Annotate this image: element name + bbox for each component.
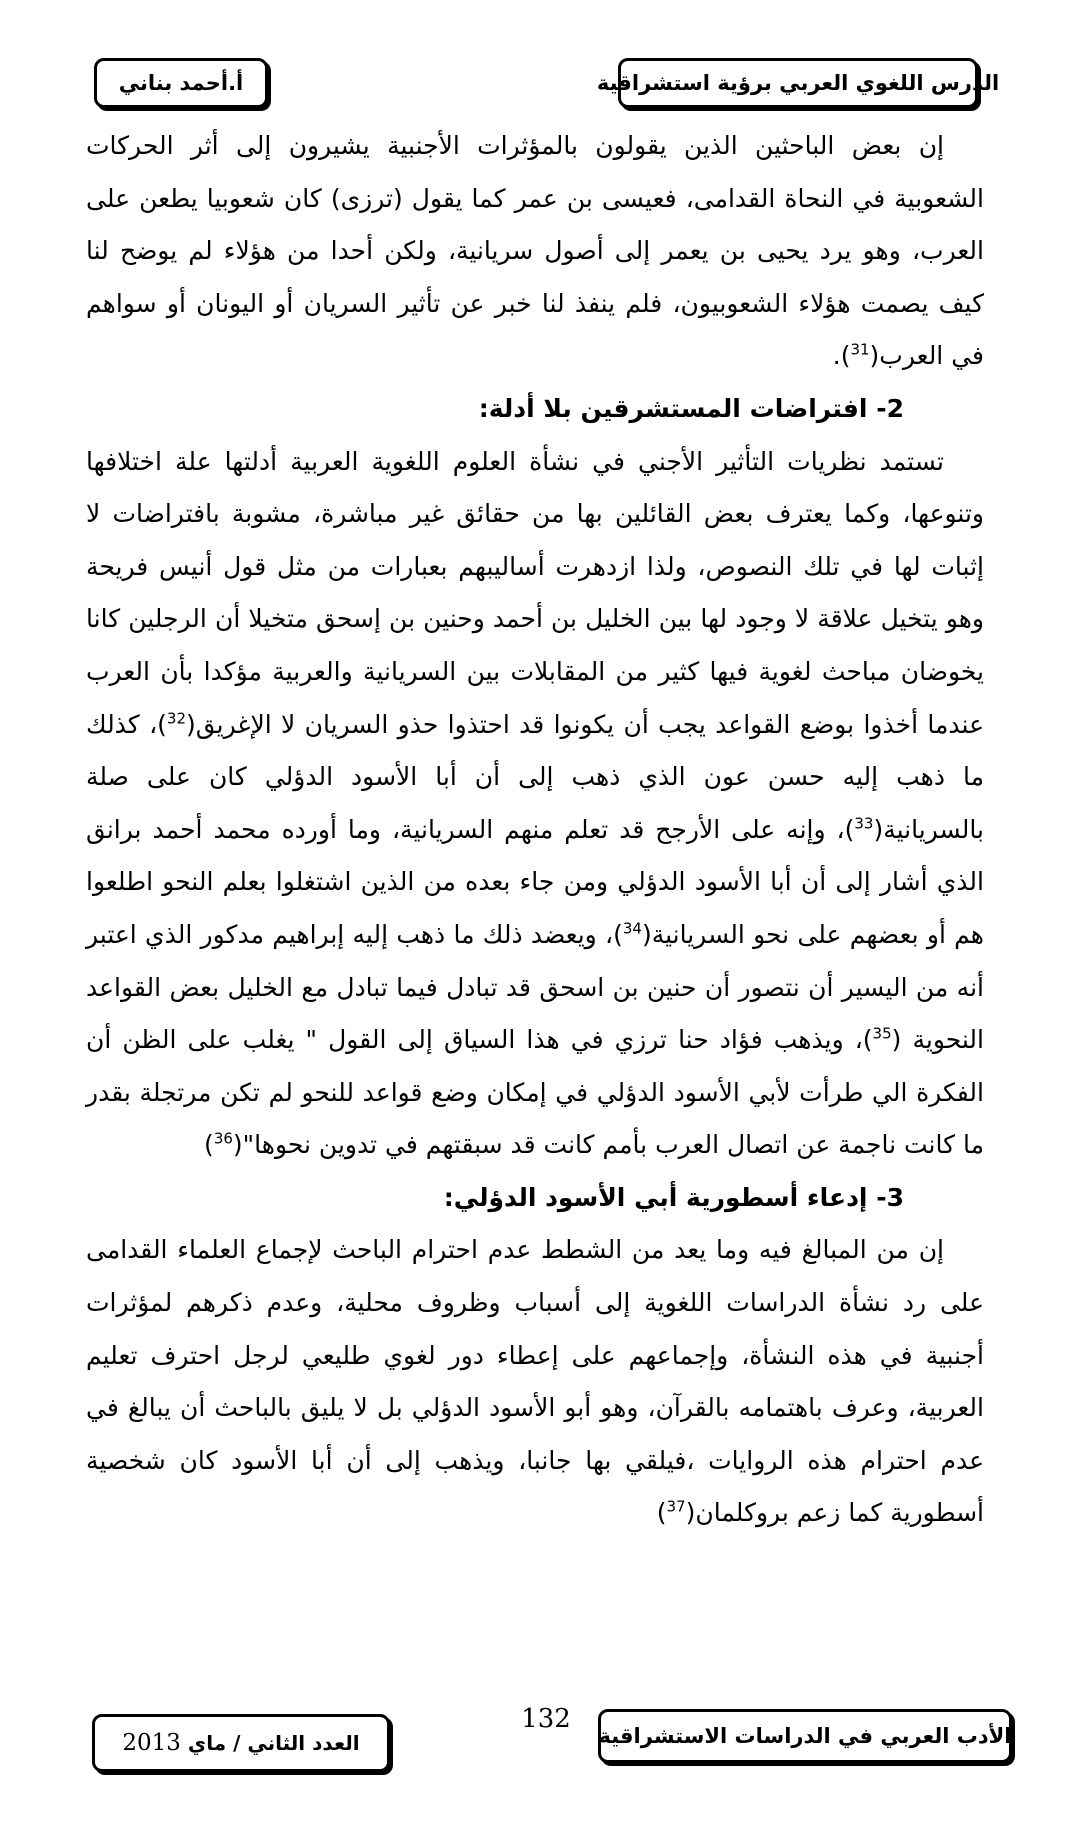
footnote-ref-37: 37	[666, 1498, 686, 1517]
paragraph-2-text-a: تستمد نظريات التأثير الأجني في نشأة العلوم اللغوية العربية أدلتها علة اختلافها وتنوعها، وكما يعترف بعض القائلين بها من حقائق غير مباشرة، مشوبة بافتراضات لا إثبات لها في تلك النصوص، ولذا ازدهرت أساليبهم بعبارات من مثل قول أنيس فريحة وهو يتخيل علاقة لا وجود لها بين الخليل بن أحمد وحنين بن إسحق متخيلا أن الرجلين كانا يخوضان مباحث لغوية فيها كثير من المقابلات بين السريانية والعربية مؤكدا بأن العرب عندما أخذوا بوضع القواعد يجب أن يكونوا قد احتذوا حذو السريان لا الإغريق(	[86, 446, 985, 739]
paragraph-2-text-e: )، ويذهب فؤاد حنا ترزي في هذا السياق إلى القول " يغلب على الظن أن الفكرة الي طرأت لأبي الأسود الدؤلي في إمكان وضع قواعد للنحو لم تكن مرتجلة بقدر ما كانت ناجمة عن اتصال العرب بأمم كانت قد سبقتهم في تدوين نحوها"(	[86, 1025, 984, 1160]
footnote-ref-31: 31	[850, 341, 870, 360]
paragraph-3-text: إن من المبالغ فيه وما يعد من الشطط عدم احترام الباحث لإجماع العلماء القدامى على رد نشأة الدراسات اللغوية إلى أسباب وظروف محلية، وعدم ذكرهم لمؤثرات أجنبية في هذه النشأة، وإجماعهم على إعطاء دور لغوي طليعي لرجل احترف تعليم العربية، وعرف باهتمامه بالقرآن، وهو أبو الأسود الدؤلي بل لا يليق بالباحث أن يبالغ في عدم احترام هذه الروايات ،فيلقي بها جانبا، ويذهب إلى أن أبا الأسود كان شخصية أسطورية كما زعم بروكلمان(	[86, 1235, 984, 1528]
header-title: الدرس اللغوي العربي برؤية استشراقية	[596, 71, 1000, 95]
paragraph-2-end: )	[204, 1130, 214, 1160]
paragraph-1-text: إن بعض الباحثين الذين يقولون بالمؤثرات الأجنبية يشيرون إلى أثر الحركات الشعوبية في النحاة القدامى، فعيسى بن عمر كما يقول (ترزى) كان شعوبيا يطعن على العرب، وهو يرد يحيى بن يعمر إلى أصول سريانية، ولكن أحدا من هؤلاء لم يوضح لنا كيف يصمت هؤلاء الشعوبيون، فلم ينفذ لنا خبر عن تأثير السريان أو اليونان أو سواهم في العرب(	[86, 131, 984, 371]
section-heading-3: 3- إدعاء أسطورية أبي الأسود الدؤلي:	[443, 1182, 904, 1212]
paragraph-2	[86, 436, 984, 1172]
footnote-ref-34: 34	[622, 919, 642, 938]
footer-journal-box	[598, 1709, 1012, 1763]
footnote-ref-35: 35	[872, 1024, 892, 1043]
body-text	[86, 120, 984, 1540]
footnote-ref-36: 36	[213, 1129, 233, 1148]
paragraph-1	[86, 120, 984, 383]
paragraph-2-text-c: )، وإنه على الأرجح قد تعلم منهم السريانية، وما أورده محمد أحمد برانق الذي أشار إلى أن أبا الأسود الدؤلي ومن جاء بعده من الذين اشتغلوا بعلم النحو اطلعوا هم أو بعضهم على نحو السريانية(	[86, 814, 984, 949]
header-title-box	[596, 58, 1000, 108]
paragraph-1-end: ).	[832, 341, 851, 371]
paragraph-3-end: )	[656, 1498, 667, 1528]
header-author-box	[94, 58, 268, 108]
paragraph-3	[86, 1224, 984, 1540]
footer-journal: الأدب العربي في الدراسات الاستشراقية	[598, 1724, 1012, 1748]
footnote-ref-33: 33	[854, 814, 874, 833]
footnote-ref-32: 32	[166, 709, 187, 728]
paragraph-2-text-b: )، كذلك ما ذهب إليه حسن عون الذي ذهب إلى أن أبا الأسود الدؤلي كان على صلة بالسريانية(	[86, 709, 984, 844]
paragraph-2-text-d: )، ويعضد ذلك ما ذهب إليه إبراهيم مدكور الذي اعتبر أنه من اليسير أن نتصور أن حنين بن اسحق قد تبادل فيما تبادل مع الخليل بعض القواعد النحوية (	[86, 919, 984, 1055]
header-author: أ.أحمد بناني	[118, 71, 244, 95]
footer-issue-box	[92, 1714, 390, 1772]
footer-issue-label: العدد الثاني / ماي	[187, 1731, 360, 1755]
page-number: 132	[521, 1704, 571, 1734]
footer-issue-year: 2013	[122, 1730, 181, 1756]
section-heading-2: 2- افتراضات المستشرقين بلا أدلة:	[478, 393, 904, 423]
